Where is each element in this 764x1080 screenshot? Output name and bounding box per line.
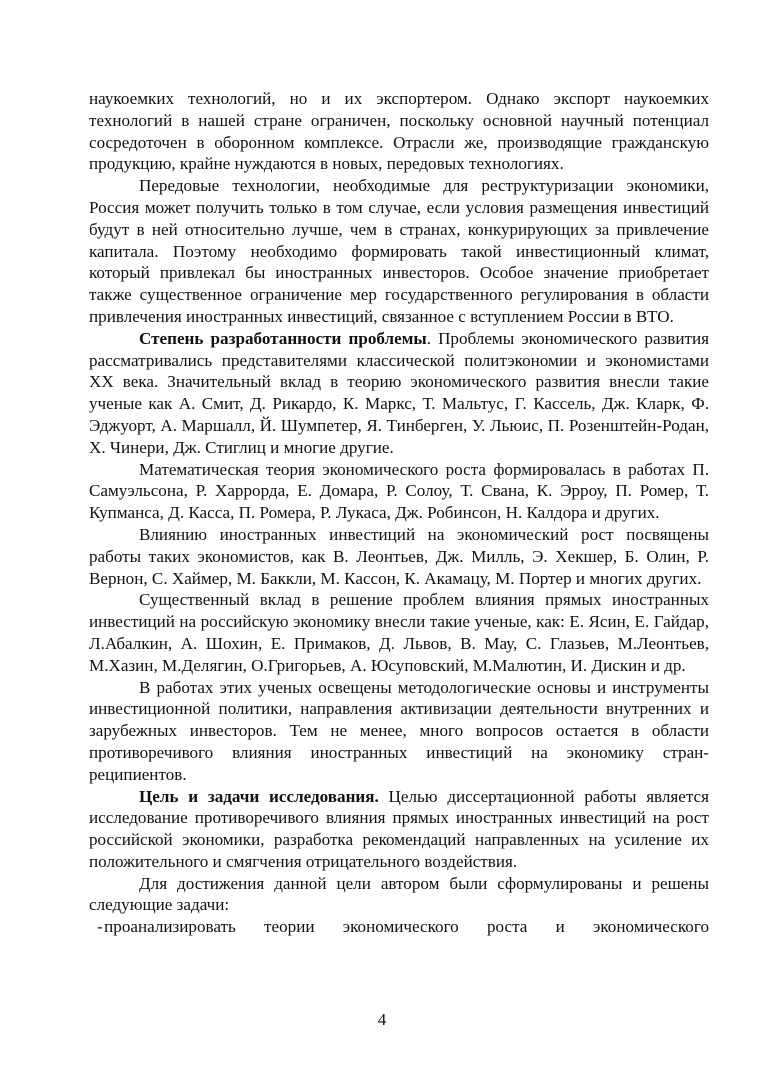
paragraph-3 [89, 328, 709, 459]
list-item-text: проанализировать теории экономического роста и экономического [104, 917, 709, 937]
paragraph-7 [89, 677, 709, 786]
paragraph-8-text: Целью диссертационной работы является исследование противоречивого влияния прямых иностранных инвестиций на рост российской экономики, разработка рекомендаций направленных на усиление их положительного и смягчения отрицательного воздействия. [89, 786, 710, 871]
page-number: 4 [377, 1010, 387, 1029]
paragraph-2 [89, 175, 709, 328]
paragraph-6 [89, 589, 709, 676]
document-page [89, 88, 709, 938]
paragraph-8 [89, 786, 709, 873]
paragraph-5 [89, 524, 709, 589]
paragraph-4 [89, 459, 709, 524]
section-heading-problem-development: Степень разработанности проблемы [139, 328, 427, 348]
paragraph-4-text: Математическая теория экономического роста формировалась в работах П. Самуэльсона, Р. Харрорда, Е. Домара, Р. Солоу, Т. Свана, К. Эрроу, П. Ромер, Т. Купманса, Д. Касса, П. Ромера, Р. Лукаса, Дж. Робинсон, Н. Калдора и других. [89, 459, 709, 523]
paragraph-3-text: . Проблемы экономического развития рассматривались представителями классической политэкономии и экономистами XX века. Значительный вклад в теорию экономического развития внесли такие ученые как А. Смит, Д. Рикардо, К. Маркс, Т. Мальтус, Г. Кассель, Дж. Кларк, Ф. Эджуорт, А. Маршалл, Й. Шумпетер, Я. Тинберген, У. Льюис, П. Розенштейн-Родан, Х. Чинери, Дж. Стиглиц и многие другие. [89, 328, 709, 457]
paragraph-7-text: В работах этих ученых освещены методологические основы и инструменты инвестиционной политики, направления активизации деятельности внутренних и зарубежных инвесторов. Тем не менее, много вопросов остается в области противоречивого влияния иностранных инвестиций на экономику стран-реципиентов. [89, 677, 709, 784]
paragraph-1 [89, 88, 709, 175]
section-heading-goals-tasks: Цель и задачи исследования. [139, 786, 379, 806]
paragraph-2-text: Передовые технологии, необходимые для реструктуризации экономики, Россия может получить только в том случае, если условия размещения инвестиций будут в ней относительно лучше, чем в странах, конкурирующих за привлечение капитала. Поэтому необходимо формировать такой инвестиционный климат, который привлекал бы иностранных инвесторов. Особое значение приобретает также существенное ограничение мер государственного регулирования в области привлечения иностранных инвестиций, связанное с вступлением России в ВТО. [89, 176, 709, 326]
list-item [89, 916, 709, 938]
paragraph-1-text: наукоемких технологий, но и их экспортером. Однако экспорт наукоемких технологий в нашей стране ограничен, поскольку основной научный потенциал сосредоточен в оборонном комплексе. Отрасли же, производящие гражданскую продукцию, крайне нуждаются в новых, передовых технологиях. [89, 89, 709, 174]
paragraph-6-text: Существенный вклад в решение проблем влияния прямых иностранных инвестиций на российскую экономику внесли такие ученые, как: Е. Ясин, Е. Гайдар, Л.Абалкин, А. Шохин, Е. Примаков, Д. Львов, В. Мау, С. Глазьев, М.Леонтьев, М.Хазин, М.Делягин, О.Григорьев, А. Юсуповский, М.Малютин, И. Дискин и др. [89, 590, 709, 675]
paragraph-5-text: Влиянию иностранных инвестиций на экономический рост посвящены работы таких экономистов, как В. Леонтьев, Дж. Милль, Э. Хекшер, Б. Олин, Р. Вернон, С. Хаймер, М. Баккли, М. Кассон, К. Акамацу, М. Портер и многих других. [89, 524, 709, 588]
paragraph-9 [89, 873, 709, 917]
paragraph-9-text: Для достижения данной цели автором были сформулированы и решены следующие задачи: [89, 873, 709, 915]
list-item-marker: - [97, 917, 103, 937]
